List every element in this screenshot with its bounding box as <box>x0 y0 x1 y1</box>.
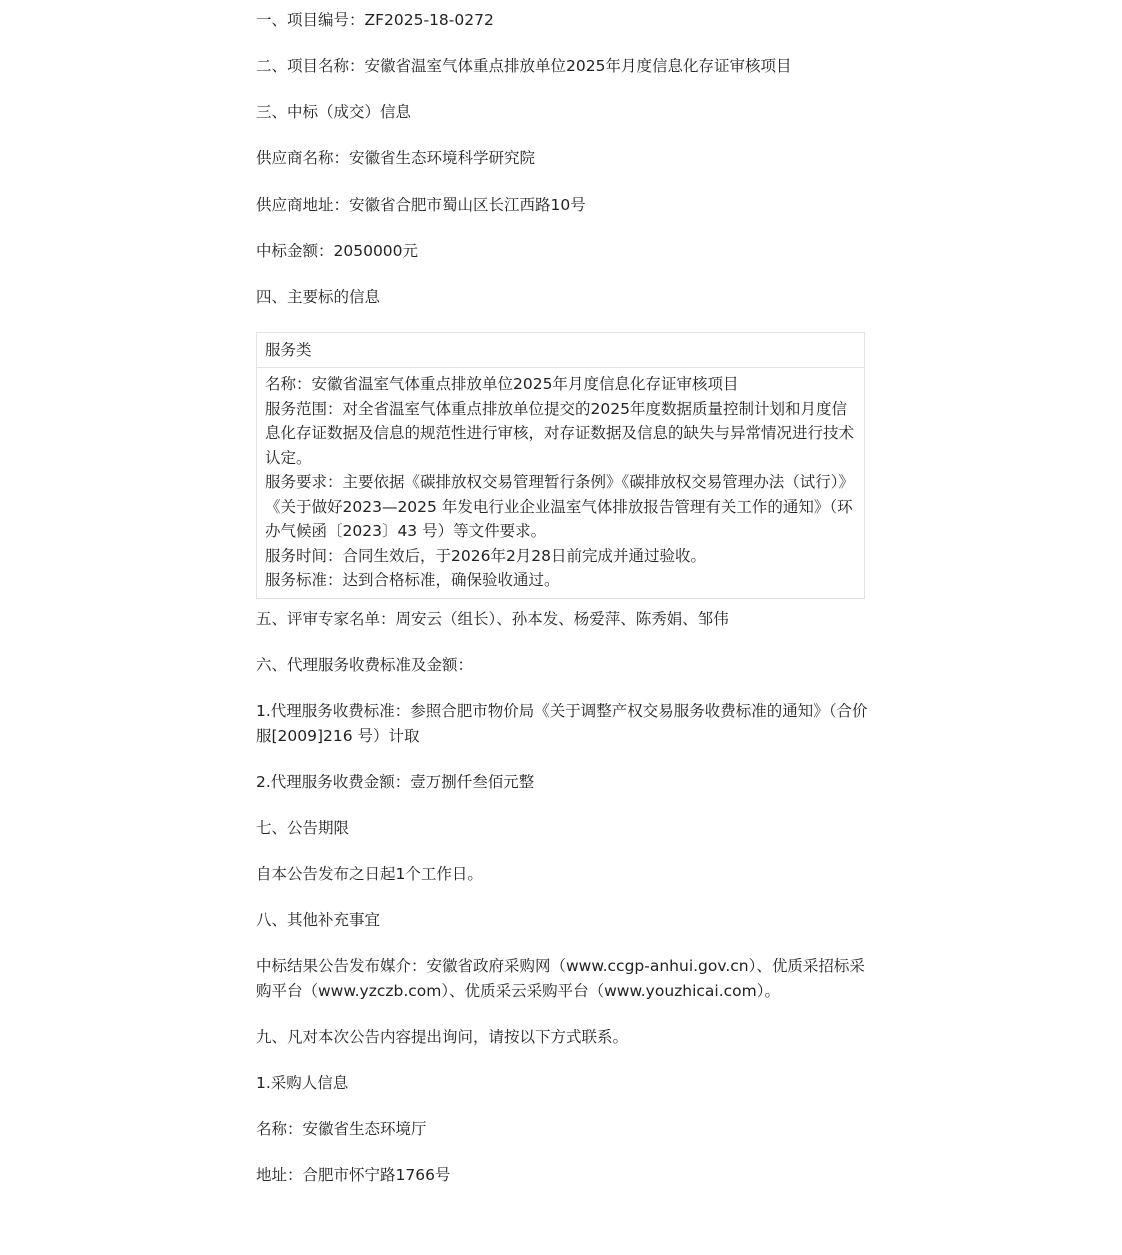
publication-media: 中标结果公告发布媒介：安徽省政府采购网（www.ccgp-anhui.gov.cn）、优质采招标采购平台（www.yzczb.com）、优质采云采购平台（www.youzhicai.com）。 <box>256 957 865 1000</box>
subject-table-body <box>257 368 864 598</box>
service-time-line: 服务时间：合同生效后，于2026年2月28日前完成并通过验收。 <box>265 546 707 565</box>
project-number: 一、项目编号：ZF2025-18-0272 <box>256 11 494 29</box>
service-scope-line: 服务范围：对全省温室气体重点排放单位提交的2025年度数据质量控制计划和月度信息化存证数据及信息的规范性进行审核，对存证数据及信息的缺失与异常情况进行技术认定。 <box>265 399 855 467</box>
purchaser-name: 名称：安徽省生态环境厅 <box>256 1120 427 1138</box>
project-name: 二、项目名称：安徽省温室气体重点排放单位2025年月度信息化存证审核项目 <box>256 57 792 75</box>
supplier-name: 供应商名称：安徽省生态环境科学研究院 <box>256 149 536 167</box>
supplier-address: 供应商地址：安徽省合肥市蜀山区长江西路10号 <box>256 196 586 214</box>
agency-fee-heading: 六、代理服务收费标准及金额： <box>256 656 474 674</box>
award-info-heading: 三、中标（成交）信息 <box>256 103 412 121</box>
service-standard-line: 服务标准：达到合格标准，确保验收通过。 <box>265 571 560 589</box>
purchaser-heading: 1.采购人信息 <box>256 1074 349 1092</box>
agency-fee-amount: 2.代理服务收费金额：壹万捌仟叁佰元整 <box>256 773 535 791</box>
subject-info-table <box>256 332 865 599</box>
other-matters-heading: 八、其他补充事宜 <box>256 911 381 929</box>
subject-name-line: 名称：安徽省温室气体重点排放单位2025年月度信息化存证审核项目 <box>265 375 739 393</box>
award-amount: 中标金额：2050000元 <box>256 242 419 260</box>
service-requirement-line: 服务要求：主要依据《碳排放权交易管理暂行条例》《碳排放权交易管理办法（试行）》《关于做好2023—2025 年发电行业企业温室气体排放报告管理有关工作的通知》（环办气候函〔2023〕43 号）等文件要求。 <box>265 473 855 540</box>
purchaser-address: 地址：合肥市怀宁路1766号 <box>256 1166 451 1184</box>
subject-table-header: 服务类 <box>257 333 864 368</box>
main-subject-heading: 四、主要标的信息 <box>256 288 381 306</box>
agency-fee-standard: 1.代理服务收费标准：参照合肥市物价局《关于调整产权交易服务收费标准的通知》（合价服[2009]216 号）计取 <box>256 702 868 745</box>
notice-period: 自本公告发布之日起1个工作日。 <box>256 865 483 883</box>
notice-period-heading: 七、公告期限 <box>256 819 350 837</box>
contact-heading: 九、凡对本次公告内容提出询问，请按以下方式联系。 <box>256 1028 629 1046</box>
expert-list: 五、评审专家名单：周安云（组长）、孙本发、杨爱萍、陈秀娟、邹伟 <box>256 610 729 628</box>
